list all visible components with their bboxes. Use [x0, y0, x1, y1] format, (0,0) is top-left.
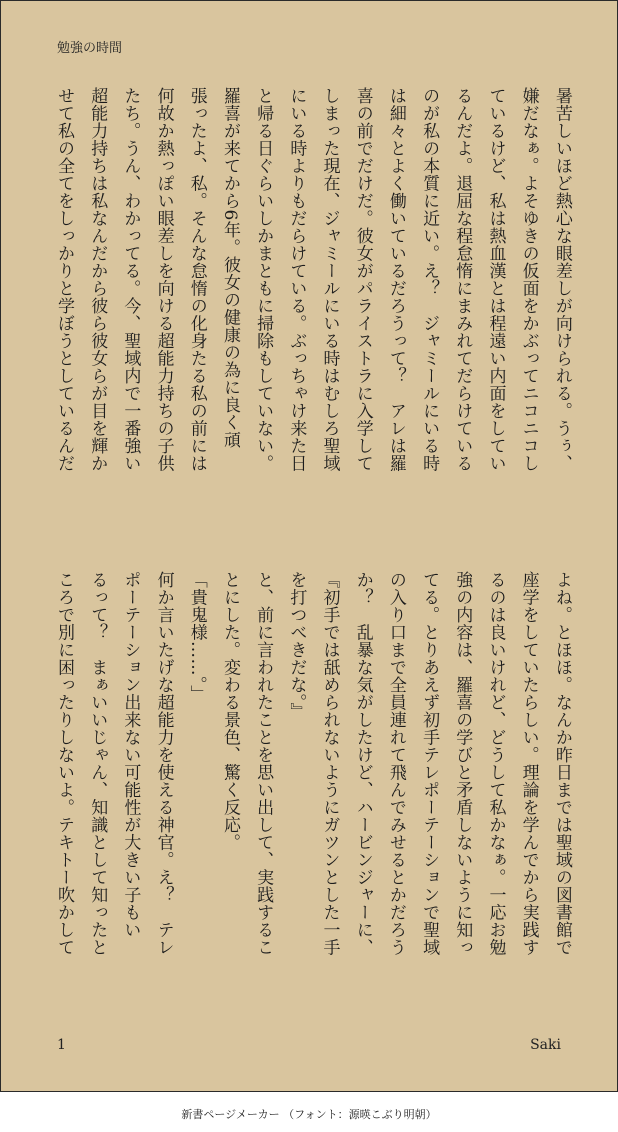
text-column: 嫌だなぁ。よそゆきの仮面をかぶってニコニコし [518, 87, 539, 472]
text-column: か？ 乱暴な気がしたけど、ハービンジャーに、 [352, 571, 373, 956]
text-column: せて私の全てをしっかりと学ぼうとしているんだ [54, 87, 74, 472]
text-column: の入り口まで全員連れて飛んでみせるとかだろう [385, 571, 406, 956]
text-column: と帰る日ぐらいしかまともに掃除もしていない。 [253, 87, 274, 472]
text-column: 強の内容は、羅喜の学びと矛盾しないように知っ [452, 571, 473, 956]
text-column: よね。とほほ。なんか昨日までは聖域の図書館で [551, 571, 572, 956]
text-column: ころで別に困ったりしないよ。テキトー吹かして [54, 571, 74, 956]
text-column: 羅喜が来てから6年。彼女の健康の為に良く頑 [219, 87, 240, 449]
text-column: 超能力持ちは私なんだから彼ら彼女らが目を輝か [87, 87, 108, 472]
text-column: 何か言いたげな超能力を使える神官。え？ テレ [153, 571, 174, 956]
text-column: とにした。変わる景色、驚く反応。 [219, 571, 240, 851]
text-column: にいる時よりもだらけている。ぶっちゃけ来た日 [286, 87, 307, 472]
text-column: と、前に言われたことを思い出して、実践するこ [253, 571, 274, 956]
text-column: 張ったよ、私。そんな怠惰の化身たる私の前には [186, 87, 207, 472]
upper-text-block [53, 87, 573, 519]
generator-credit: 新書ページメーカー （フォント：源暎こぶり明朝） [181, 1108, 437, 1121]
text-column: ポーテーション出来ない可能性が大きい子もい [120, 571, 141, 939]
author-name: Saki [530, 1037, 561, 1053]
page-number: 1 [57, 1037, 66, 1053]
text-column: 『初手では舐められないようにガツンとした一手 [319, 571, 340, 956]
text-column: 座学をしていたらしい。理論を学んでから実践す [518, 571, 539, 956]
text-column: るんだよ。退屈な程怠惰にまみれてだらけている [452, 87, 473, 472]
text-column: ているけど、私は熱血漢とは程遠い内面をしてい [485, 87, 506, 472]
text-column: てる。とりあえず初手テレポーテーションで聖域 [419, 571, 440, 956]
lower-text-block [53, 571, 573, 1003]
text-column: るのは良いけれど、どうして私かなぁ。一応お勉 [485, 571, 506, 956]
text-column: たち。うん、わかってる。今、聖域内で一番強い [120, 87, 141, 472]
text-column: しまった現在、ジャミールにいる時はむしろ聖域 [319, 87, 340, 472]
text-column: のが私の本質に近い。え？ ジャミールにいる時 [419, 87, 440, 472]
text-column: 「貴鬼様……。」 [186, 571, 207, 703]
text-column: 何故か熱っぽい眼差しを向ける超能力持ちの子供 [153, 87, 174, 472]
text-column: 喜の前でだけだ。彼女がパライストラに入学して [352, 87, 373, 472]
text-column: を打つべきだな。』 [286, 571, 307, 720]
text-column: 暑苦しいほど熱心な眼差しが向けられる。うぅ、 [551, 87, 572, 472]
text-column: は細々とよく働いているだろうって？ アレは羅 [385, 87, 406, 472]
chapter-title: 勉強の時間 [57, 41, 123, 56]
text-column: るって？ まぁいいじゃん、知識として知ったと [87, 571, 108, 956]
